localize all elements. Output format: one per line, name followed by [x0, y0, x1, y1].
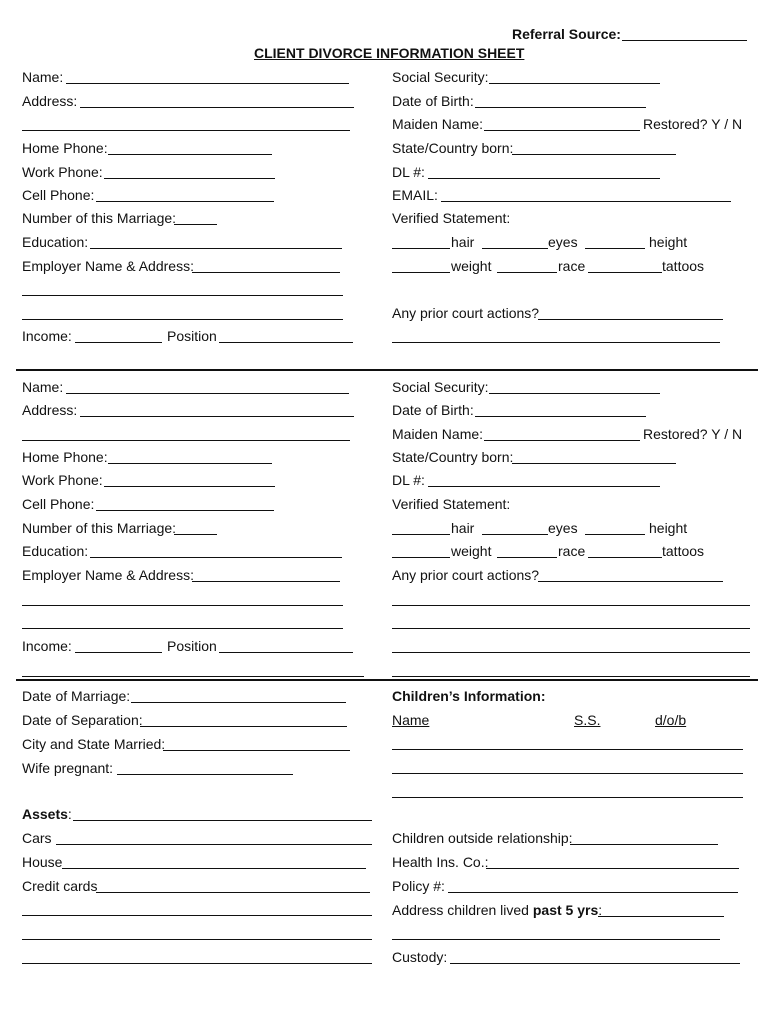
p1-name-field[interactable] [66, 83, 349, 84]
p1-weight-label: weight [451, 258, 492, 274]
children-outside-field[interactable] [570, 844, 718, 845]
p2-prior-court-field-5[interactable] [392, 676, 750, 677]
custody-label: Custody: [392, 949, 448, 965]
p1-tattoos-field[interactable] [588, 272, 662, 273]
p1-verified-label: Verified Statement: [392, 210, 511, 226]
p2-state-born-label: State/Country born: [392, 449, 514, 465]
p1-hair-field[interactable] [392, 248, 450, 249]
p2-height-field[interactable] [585, 534, 645, 535]
p2-maiden-field[interactable] [484, 440, 640, 441]
p1-email-field[interactable] [441, 201, 731, 202]
p1-income-field[interactable] [75, 342, 162, 343]
p2-dl-field[interactable] [428, 486, 660, 487]
policy-field[interactable] [448, 892, 738, 893]
p1-prior-court-field-2[interactable] [392, 342, 720, 343]
date-of-marriage-field[interactable] [131, 702, 346, 703]
p2-tattoos-field[interactable] [588, 557, 662, 558]
p1-state-born-field[interactable] [512, 154, 676, 155]
assets-extra-field-2[interactable] [22, 939, 372, 940]
referral-source-field[interactable] [622, 40, 747, 41]
p2-education-label: Education: [22, 543, 89, 559]
p1-dl-label: DL #: [392, 164, 425, 180]
p1-position-field[interactable] [219, 342, 353, 343]
p1-marriage-number-label: Number of this Marriage: [22, 210, 177, 226]
children-col-name: Name [392, 712, 430, 728]
p1-prior-court-label: Any prior court actions? [392, 305, 540, 321]
p1-cell-phone-label: Cell Phone: [22, 187, 95, 203]
p1-work-phone-field[interactable] [104, 178, 275, 179]
p1-address-field[interactable] [80, 107, 354, 108]
p1-maiden-label: Maiden Name: [392, 116, 484, 132]
date-of-separation-label: Date of Separation: [22, 712, 143, 728]
p1-address-label: Address: [22, 93, 78, 109]
city-state-married-label: City and State Married: [22, 736, 166, 752]
p2-tattoos-label: tattoos [662, 543, 705, 559]
p1-tattoos-label: tattoos [662, 258, 705, 274]
p1-maiden-field[interactable] [484, 130, 640, 131]
p2-ssn-field[interactable] [489, 393, 660, 394]
p1-employer-field-3[interactable] [22, 319, 343, 320]
p2-marriage-number-field[interactable] [174, 534, 217, 535]
assets-label-text: Assets [22, 806, 68, 822]
section-divider-1 [16, 369, 758, 371]
p2-dob-label: Date of Birth: [392, 402, 474, 418]
p2-position-label: Position [167, 638, 217, 654]
p2-position-field[interactable] [219, 652, 353, 653]
p1-hair-label: hair [451, 234, 475, 250]
p1-state-born-label: State/Country born: [392, 140, 514, 156]
p2-height-label: height [649, 520, 688, 536]
credit-cards-label: Credit cards [22, 878, 98, 894]
p2-prior-court-field[interactable] [538, 581, 723, 582]
p1-race-field[interactable] [497, 272, 557, 273]
p1-ssn-field[interactable] [489, 83, 660, 84]
p1-work-phone-label: Work Phone: [22, 164, 103, 180]
p2-work-phone-label: Work Phone: [22, 472, 103, 488]
p1-employer-field[interactable] [192, 272, 340, 273]
p2-extra-field[interactable] [22, 676, 364, 677]
p2-maiden-label: Maiden Name: [392, 426, 484, 442]
cars-label: Cars [22, 830, 52, 846]
address-children-lived-bold: past 5 yrs [532, 902, 599, 918]
p2-prior-court-field-3[interactable] [392, 628, 750, 629]
p2-weight-label: weight [451, 543, 492, 559]
date-of-marriage-label: Date of Marriage: [22, 688, 131, 704]
credit-cards-field[interactable] [96, 892, 370, 893]
p2-name-field[interactable] [66, 393, 349, 394]
p2-income-label: Income: [22, 638, 72, 654]
children-row-3[interactable] [392, 797, 743, 798]
p2-name-label: Name: [22, 379, 64, 395]
city-state-married-field[interactable] [163, 750, 350, 751]
p1-home-phone-label: Home Phone: [22, 140, 108, 156]
children-row-2[interactable] [392, 773, 743, 774]
assets-field[interactable] [73, 820, 372, 821]
house-field[interactable] [62, 868, 366, 869]
p1-employer-label: Employer Name & Address: [22, 258, 194, 274]
p1-cell-phone-field[interactable] [96, 201, 274, 202]
p1-education-label: Education: [22, 234, 89, 250]
assets-extra-field-3[interactable] [22, 963, 372, 964]
p1-eyes-label: eyes [548, 234, 578, 250]
p2-hair-field[interactable] [392, 534, 450, 535]
p1-marriage-number-field[interactable] [174, 224, 217, 225]
p2-prior-court-field-4[interactable] [392, 652, 750, 653]
p2-address-field[interactable] [80, 416, 354, 417]
p2-race-field[interactable] [497, 557, 557, 558]
p1-dl-field[interactable] [428, 178, 660, 179]
p1-income-label: Income: [22, 328, 72, 344]
p2-hair-label: hair [451, 520, 475, 536]
p2-dob-field[interactable] [475, 416, 646, 417]
children-outside-label: Children outside relationship: [392, 830, 573, 846]
p2-cell-phone-label: Cell Phone: [22, 496, 95, 512]
p1-race-label: race [558, 258, 586, 274]
p1-restored-label: Restored? Y / N [643, 116, 743, 132]
p1-email-label: EMAIL: [392, 187, 438, 203]
section-divider-2 [16, 679, 758, 681]
p2-verified-label: Verified Statement: [392, 496, 511, 512]
p2-home-phone-label: Home Phone: [22, 449, 108, 465]
p2-marriage-number-label: Number of this Marriage: [22, 520, 177, 536]
address-children-lived-suffix: : [598, 902, 603, 918]
p2-employer-label: Employer Name & Address: [22, 567, 194, 583]
health-ins-field[interactable] [486, 868, 739, 869]
p1-address-field-2[interactable] [22, 130, 350, 131]
p1-ssn-label: Social Security: [392, 69, 489, 85]
p1-height-field[interactable] [585, 248, 645, 249]
p2-restored-label: Restored? Y / N [643, 426, 743, 442]
p2-eyes-label: eyes [548, 520, 578, 536]
form-title: CLIENT DIVORCE INFORMATION SHEET [254, 45, 525, 61]
p2-cell-phone-field[interactable] [96, 510, 274, 511]
referral-source-label: Referral Source: [512, 26, 621, 42]
p2-prior-court-field-2[interactable] [392, 605, 750, 606]
assets-label-colon: : [67, 806, 72, 822]
cars-field[interactable] [56, 844, 372, 845]
p2-employer-field-2[interactable] [22, 605, 343, 606]
date-of-separation-field[interactable] [140, 726, 347, 727]
p2-address-field-2[interactable] [22, 440, 350, 441]
p2-state-born-field[interactable] [512, 463, 676, 464]
custody-field[interactable] [450, 963, 740, 964]
house-label: House [22, 854, 63, 870]
p2-income-field[interactable] [75, 652, 162, 653]
address-children-lived-label [392, 902, 602, 918]
address-children-lived-field[interactable] [598, 916, 724, 917]
p1-weight-field[interactable] [392, 272, 450, 273]
p1-position-label: Position [167, 328, 217, 344]
p2-home-phone-field[interactable] [108, 463, 272, 464]
p2-eyes-field[interactable] [482, 534, 548, 535]
p1-education-field[interactable] [90, 248, 342, 249]
children-col-dob: d/o/b [655, 712, 687, 728]
p1-dob-label: Date of Birth: [392, 93, 474, 109]
wife-pregnant-label: Wife pregnant: [22, 760, 114, 776]
p1-prior-court-field[interactable] [538, 319, 723, 320]
p2-race-label: race [558, 543, 586, 559]
policy-label: Policy #: [392, 878, 445, 894]
p2-dl-label: DL #: [392, 472, 425, 488]
p2-prior-court-label: Any prior court actions? [392, 567, 540, 583]
p1-home-phone-field[interactable] [108, 154, 272, 155]
p2-work-phone-field[interactable] [104, 486, 275, 487]
p1-dob-field[interactable] [475, 107, 646, 108]
p2-weight-field[interactable] [392, 557, 450, 558]
assets-label [22, 806, 72, 822]
p2-education-field[interactable] [90, 557, 342, 558]
health-ins-label: Health Ins. Co.: [392, 854, 489, 870]
p1-name-label: Name: [22, 69, 64, 85]
children-col-ss: S.S. [574, 712, 601, 728]
address-children-lived-prefix: Address children lived [392, 902, 533, 918]
p2-employer-field-3[interactable] [22, 628, 343, 629]
p2-employer-field[interactable] [192, 581, 340, 582]
p2-address-label: Address: [22, 402, 78, 418]
address-children-lived-field-2[interactable] [392, 939, 720, 940]
p1-employer-field-2[interactable] [22, 295, 343, 296]
p2-ssn-label: Social Security: [392, 379, 489, 395]
wife-pregnant-field[interactable] [117, 774, 293, 775]
children-row-1[interactable] [392, 749, 743, 750]
children-heading: Children’s Information: [392, 688, 546, 704]
assets-extra-field-1[interactable] [22, 915, 372, 916]
p1-height-label: height [649, 234, 688, 250]
p1-eyes-field[interactable] [482, 248, 548, 249]
